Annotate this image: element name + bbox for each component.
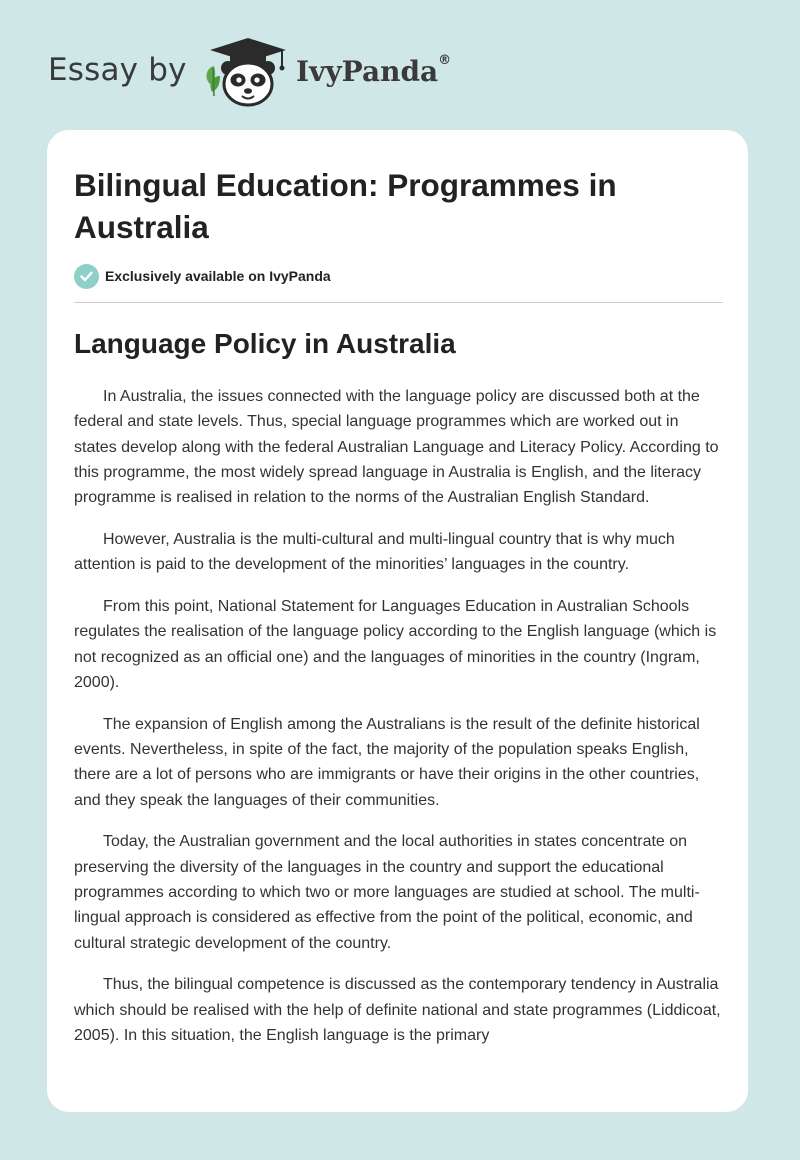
exclusive-badge xyxy=(74,262,331,290)
brand-name[interactable] xyxy=(296,55,451,88)
essay-by-label: Essay by xyxy=(48,52,187,88)
section-heading: Language Policy in Australia xyxy=(74,328,456,359)
check-circle-icon xyxy=(74,264,99,289)
registered-mark: ® xyxy=(438,53,452,68)
paragraph: However, Australia is the multi-cultural and multi-lingual country that is why much attention is paid to the development of the minorities’ languages in the country. xyxy=(74,530,675,574)
brand-name-text: IvyPanda xyxy=(296,55,439,88)
paragraph: From this point, National Statement for Languages Education in Australian Schools regulates the realisation of the language policy according to the English language (which is not recognized as an official one) and the languages of minorities in the country (Ingram, 2000). xyxy=(74,598,717,691)
exclusive-label: Exclusively available on IvyPanda xyxy=(105,268,331,284)
paragraph: The expansion of English among the Australians is the result of the definite historical events. Nevertheless, in spite of the fact, the majority of the population speaks English, there are a lot of persons who are immigrants or have their origins in the other countries, and they speak the languages of their communities. xyxy=(74,715,700,809)
site-header xyxy=(0,0,800,130)
article-body xyxy=(74,384,723,1065)
panda-graduate-logo-icon[interactable] xyxy=(202,34,294,108)
paragraph: Thus, the bilingual competence is discussed as the contemporary tendency in Australia which should be realised with the help of definite national and state programmes (Liddicoat, 2005). In this situation, the English language is the primary xyxy=(74,976,721,1045)
title-divider xyxy=(74,302,723,303)
paragraph: Today, the Australian government and the local authorities in states concentrate on preserving the diversity of the languages in the country and support the educational programmes according to which two or more languages are studied at school. The multi-lingual approach is considered as effective from the point of the political, economic, and cultural strategic development of the country. xyxy=(74,833,700,952)
article-card xyxy=(47,130,748,1112)
paragraph: In Australia, the issues connected with the language policy are discussed both at the federal and state levels. Thus, special language programmes which are worked out in states develop along with the federal Australian Language and Literacy Policy. According to this programme, the most widely spread language in Australia is English, and the literacy programme is realised in relation to the norms of the Australian English Standard. xyxy=(74,388,719,507)
article-title: Bilingual Education: Programmes in Australia xyxy=(74,167,617,245)
